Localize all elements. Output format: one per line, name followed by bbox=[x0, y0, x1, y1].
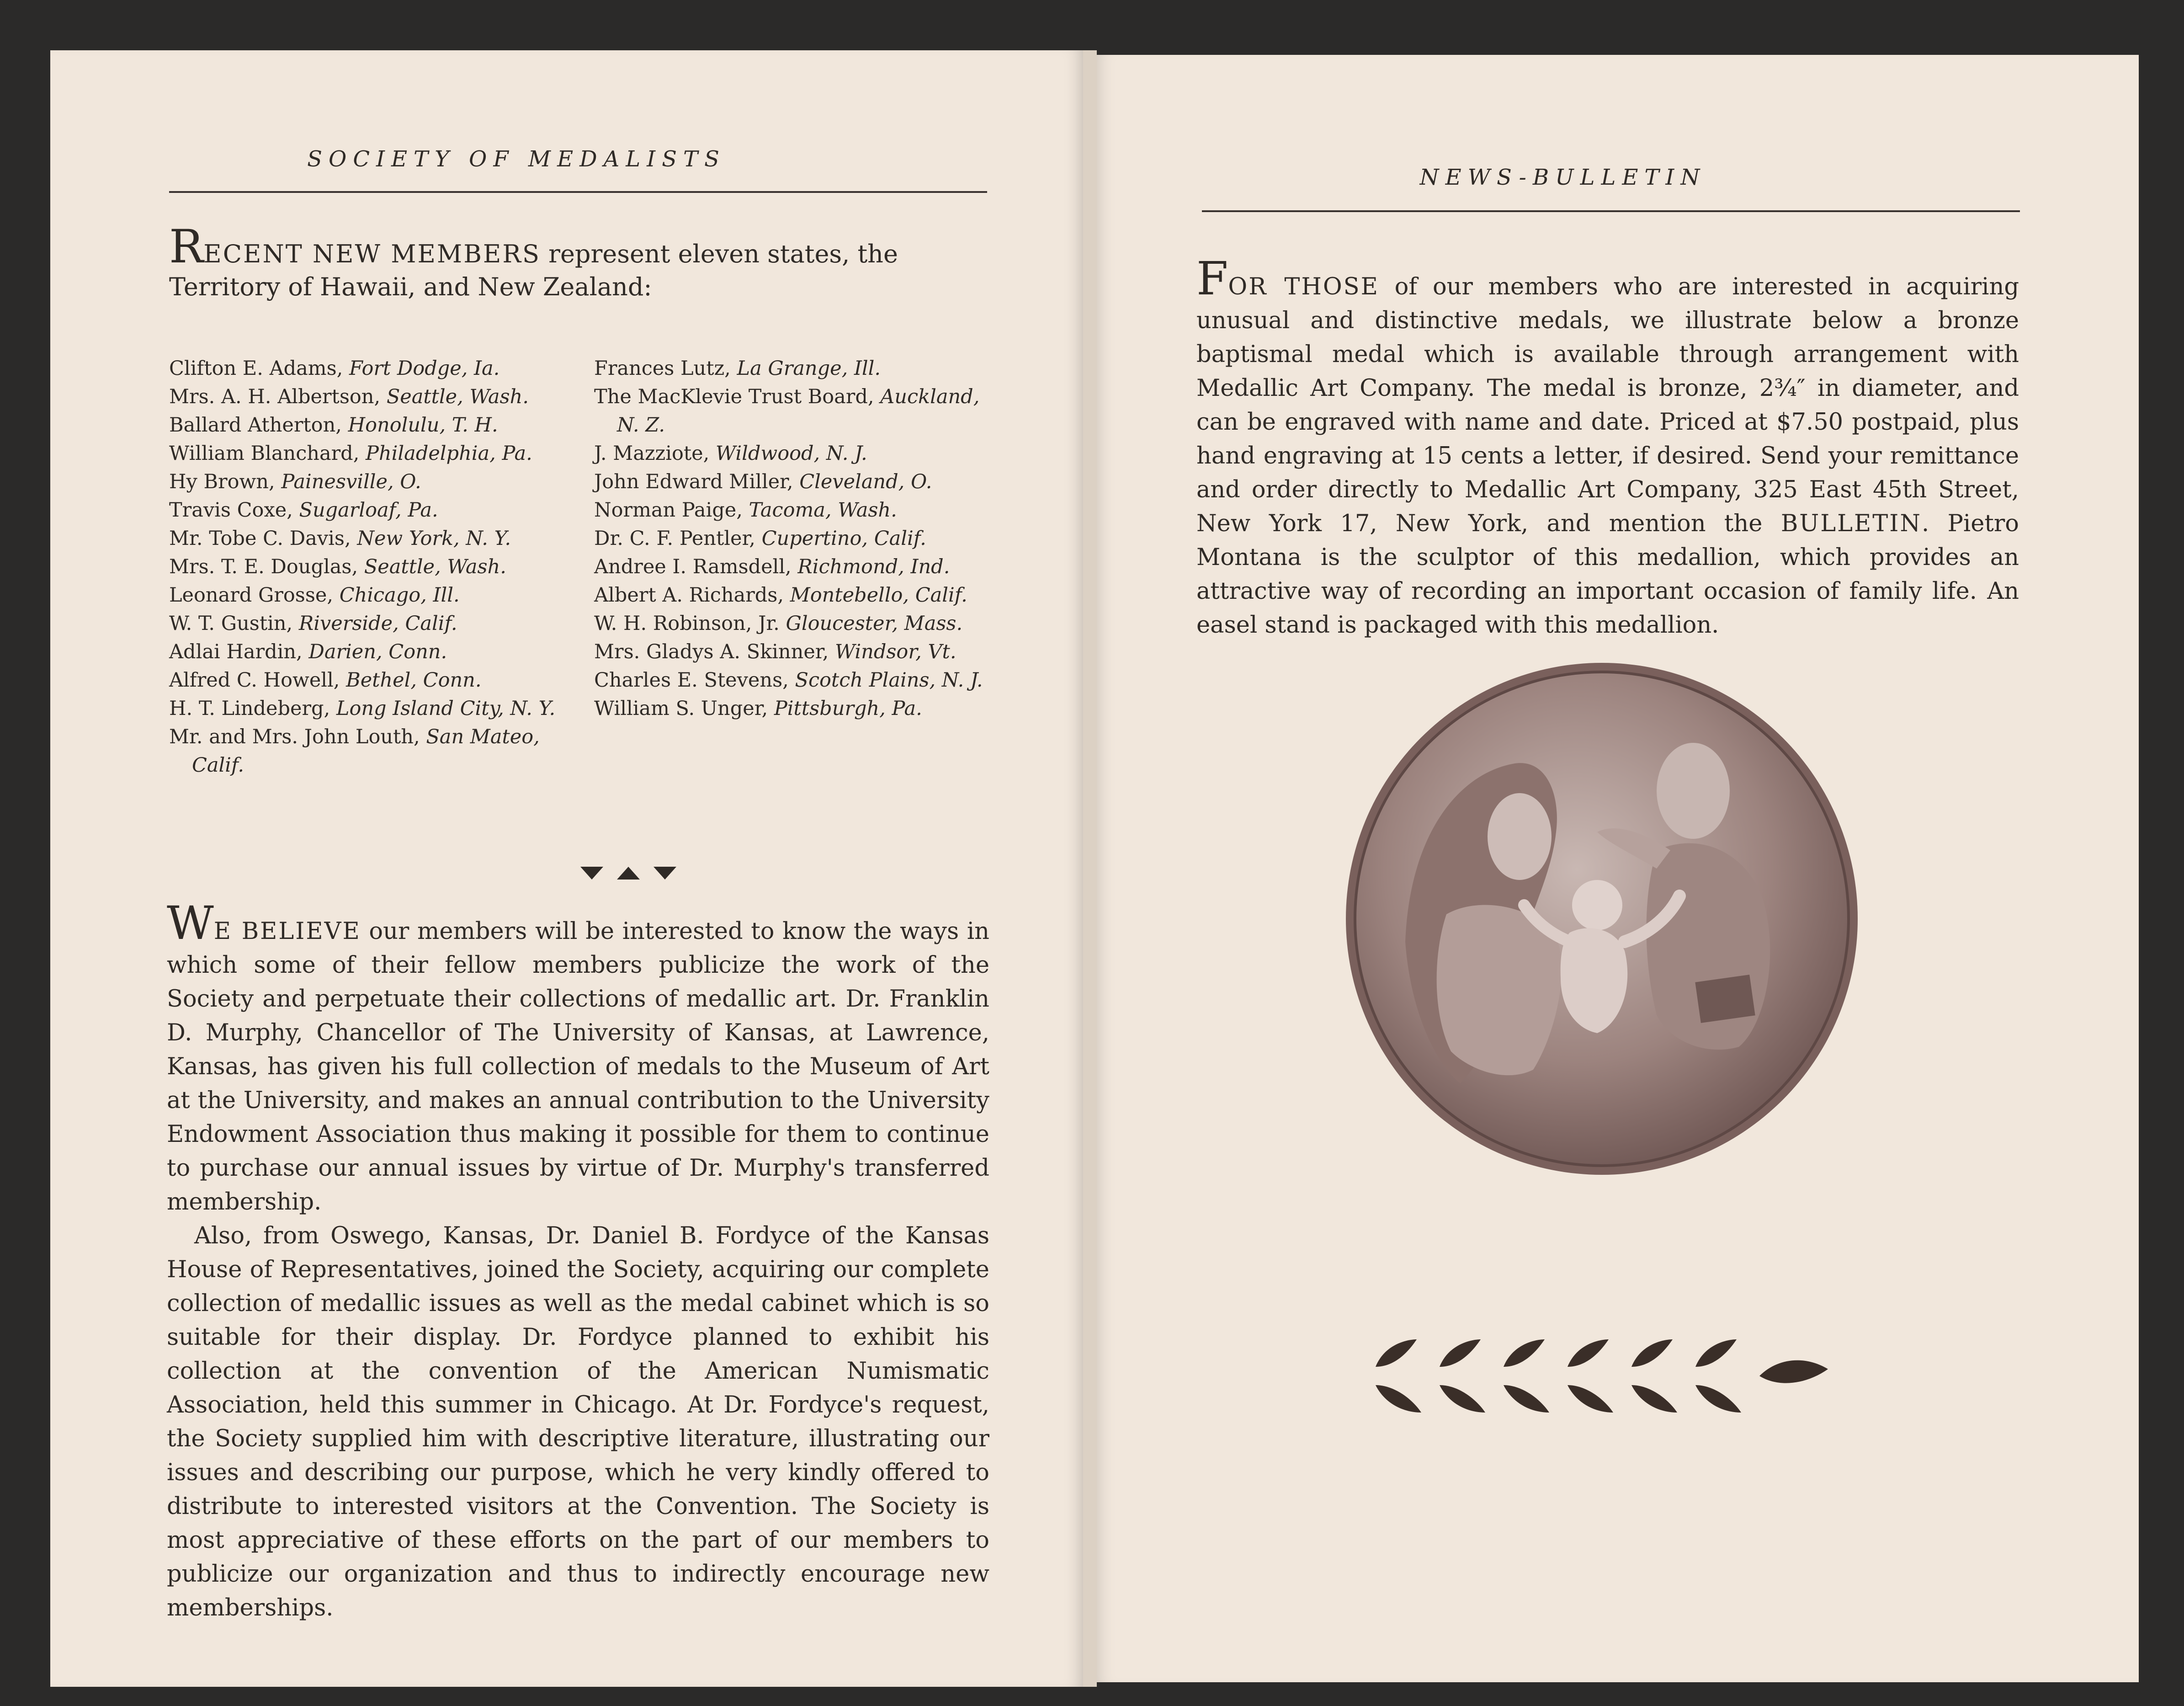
member-name: Frances Lutz, bbox=[594, 357, 737, 380]
member-name: Mr. Tobe C. Davis, bbox=[169, 527, 357, 550]
header-rule-right bbox=[1202, 210, 2020, 212]
member-name: Travis Coxe, bbox=[169, 499, 299, 522]
believe-paragraph-1 bbox=[167, 896, 989, 1219]
member-name: John Edward Miller, bbox=[594, 470, 800, 493]
laurel-ornament bbox=[1366, 1335, 1833, 1417]
member-name: H. T. Lindeberg, bbox=[169, 697, 336, 720]
member-entry bbox=[169, 383, 580, 411]
member-location: Long Island City, N. Y. bbox=[336, 697, 556, 720]
member-name: J. Mazziote, bbox=[594, 442, 716, 465]
member-entry bbox=[594, 553, 992, 581]
member-name: Charles E. Stevens, bbox=[594, 669, 795, 692]
member-name: Andree I. Ramsdell, bbox=[594, 555, 798, 578]
member-entry bbox=[594, 638, 992, 666]
member-location: Cleveland, O. bbox=[799, 470, 932, 493]
member-entry bbox=[594, 694, 992, 723]
member-location: Gloucester, Mass. bbox=[786, 612, 963, 635]
member-location: Seattle, Wash. bbox=[364, 555, 506, 578]
believe-paragraph-2: Also, from Oswego, Kansas, Dr. Daniel B. Fordyce of the Kansas House of Representatives, joined the Society, acquiring our complete collection of medallic issues as well as the medal cabinet which is so suitable for their display. Dr. Fordyce planned to exhibit his collection at the convention of the American Numismatic Association, held this summer in Chicago. At Dr. Fordyce's request, the Society supplied him with descriptive literature, illustrating our issues and describing our purpose, which he very kindly offered to distribute to interested visitors at the Convention. The Society is most appreciative of these efforts on the part of our members to publicize our organization and thus to indirectly encourage new memberships. bbox=[167, 1222, 989, 1621]
member-name: Alfred C. Howell, bbox=[169, 669, 346, 692]
member-location: Darien, Conn. bbox=[308, 640, 447, 663]
member-name: Mrs. Gladys A. Skinner, bbox=[594, 640, 835, 663]
member-name: W. H. Robinson, Jr. bbox=[594, 612, 786, 635]
dropcap-r: R bbox=[169, 220, 204, 273]
member-name: Leonard Grosse, bbox=[169, 584, 340, 607]
member-entry bbox=[169, 723, 580, 779]
member-name: Dr. C. F. Pentler, bbox=[594, 527, 762, 550]
member-entry bbox=[169, 666, 580, 694]
intro-smallcaps: ECENT NEW MEMBERS bbox=[203, 240, 541, 268]
member-entry bbox=[594, 439, 992, 468]
member-entry bbox=[169, 581, 580, 609]
member-name: Mrs. T. E. Douglas, bbox=[169, 555, 364, 578]
member-entry bbox=[594, 496, 992, 524]
believe-text-1: our members will be interested to know the ways in which some of their fellow members publicize the work of the Society and perpetuate their collections of medallic art. Dr. Franklin D. Murphy, Chancellor of The University of Kansas, at Lawrence, Kansas, has given his full collection of medals to the Museum of Art at the University, and makes an annual contribution to the University Endowment Association thus making it possible for them to continue to purchase our annual issues by virtue of Dr. Murphy's transferred membership. bbox=[167, 918, 989, 1216]
member-location: Honolulu, T. H. bbox=[348, 414, 498, 437]
member-entry bbox=[169, 411, 580, 439]
dropcap-w: W bbox=[167, 896, 214, 950]
member-location: Cupertino, Calif. bbox=[761, 527, 926, 550]
para-text-b: . Pietro Montana is the sculptor of this medallion, which provides an attractive way of recording an important occasion of family life. An easel stand is packaged with this medallion. bbox=[1196, 510, 2019, 639]
member-location: New York, N. Y. bbox=[357, 527, 511, 550]
member-name: Adlai Hardin, bbox=[169, 640, 309, 663]
member-entry bbox=[594, 524, 992, 553]
bulletin-smallcaps: BULLETIN bbox=[1780, 510, 1922, 537]
member-name: Clifton E. Adams, bbox=[169, 357, 349, 380]
member-entry bbox=[169, 553, 580, 581]
member-name: William S. Unger, bbox=[594, 697, 774, 720]
member-location: Richmond, Ind. bbox=[797, 555, 950, 578]
member-entry bbox=[594, 581, 992, 609]
member-location: Philadelphia, Pa. bbox=[366, 442, 532, 465]
member-location: Chicago, Ill. bbox=[339, 584, 460, 607]
left-page bbox=[50, 50, 1083, 1687]
member-location: Fort Dodge, Ia. bbox=[349, 357, 500, 380]
member-location: Painesville, O. bbox=[281, 470, 421, 493]
member-name: Mr. and Mrs. John Louth, bbox=[169, 725, 426, 748]
member-name: Mrs. A. H. Albertson, bbox=[169, 385, 387, 408]
member-entry bbox=[169, 694, 580, 723]
believe-smallcaps: E BELIEVE bbox=[213, 918, 361, 945]
member-name: William Blanchard, bbox=[169, 442, 366, 465]
intro-text: represent eleven states, the Territory of Hawaii, and New Zealand: bbox=[169, 240, 898, 301]
member-name: Ballard Atherton, bbox=[169, 414, 348, 437]
member-name: Hy Brown, bbox=[169, 470, 282, 493]
member-location: Seattle, Wash. bbox=[386, 385, 529, 408]
believe-section bbox=[167, 896, 989, 1625]
baptismal-medallion-image bbox=[1341, 658, 1862, 1179]
member-entry bbox=[594, 383, 992, 439]
members-list-column-1 bbox=[169, 354, 580, 779]
member-location: Windsor, Vt. bbox=[834, 640, 956, 663]
member-name: Albert A. Richards, bbox=[594, 584, 790, 607]
dropcap-f: F bbox=[1196, 252, 1228, 305]
member-entry bbox=[594, 609, 992, 638]
member-entry bbox=[169, 609, 580, 638]
triangle-ornament bbox=[580, 864, 676, 882]
member-location: La Grange, Ill. bbox=[737, 357, 881, 380]
running-head-left: SOCIETY OF MEDALISTS bbox=[307, 146, 726, 172]
para-text-a: of our members who are interested in acquiring unusual and distinctive medals, we illustrate below a bronze baptismal medal which is available through arrangement with Medallic Art Company. The medal is bronze, 2¾″ in diameter, and can be engraved with name and date. Priced at $7.50 postpaid, plus hand engraving at 15 cents a letter, if desired. Send your remittance and order directly to Medallic Art Company, 325 East 45th Street, New York 17, New York, and mention the bbox=[1196, 273, 2019, 537]
member-location: Scotch Plains, N. J. bbox=[795, 669, 983, 692]
member-name: The MacKlevie Trust Board, bbox=[594, 385, 881, 408]
member-location: Montebello, Calif. bbox=[790, 584, 967, 607]
member-entry bbox=[169, 638, 580, 666]
member-location: Riverside, Calif. bbox=[298, 612, 457, 635]
header-rule-left bbox=[169, 191, 987, 193]
member-entry bbox=[169, 524, 580, 553]
member-entry bbox=[594, 666, 992, 694]
member-entry bbox=[594, 468, 992, 496]
member-entry bbox=[594, 354, 992, 383]
intro-paragraph bbox=[169, 220, 992, 304]
member-entry bbox=[169, 354, 580, 383]
member-entry bbox=[169, 439, 580, 468]
para-smallcaps: OR THOSE bbox=[1228, 273, 1379, 300]
member-location: Tacoma, Wash. bbox=[749, 499, 897, 522]
member-location: Pittsburgh, Pa. bbox=[774, 697, 922, 720]
member-entry bbox=[169, 496, 580, 524]
member-location: Wildwood, N. J. bbox=[715, 442, 867, 465]
member-location: Auckland, N. Z. bbox=[617, 385, 980, 437]
member-name: W. T. Gustin, bbox=[169, 612, 299, 635]
member-name: Norman Paige, bbox=[594, 499, 749, 522]
member-location: Sugarloaf, Pa. bbox=[299, 499, 438, 522]
running-head-right: NEWS-BULLETIN bbox=[1419, 165, 1706, 190]
members-list-column-2 bbox=[594, 354, 992, 723]
baptismal-medal-paragraph bbox=[1196, 252, 2019, 642]
member-entry bbox=[169, 468, 580, 496]
member-location: Bethel, Conn. bbox=[346, 669, 482, 692]
member-location: San Mateo, Calif. bbox=[192, 725, 540, 777]
book-gutter bbox=[1083, 50, 1097, 1687]
